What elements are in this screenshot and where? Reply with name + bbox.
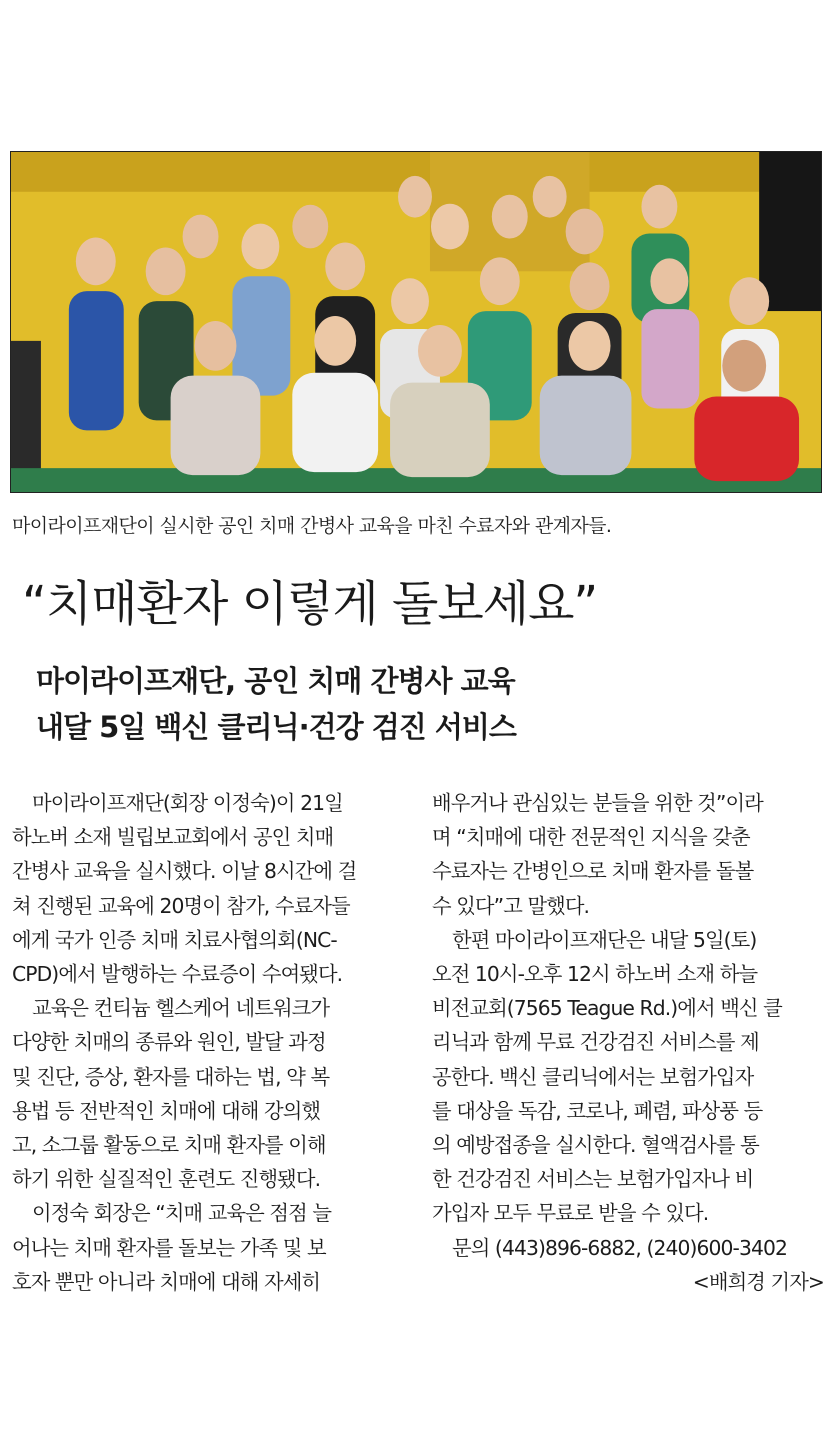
- text-line: 한 건강검진 서비스는 보험가입자나 비: [432, 1167, 754, 1192]
- text-line: 및 진단, 증상, 환자를 대하는 법, 약 복: [12, 1064, 330, 1089]
- text-line: 리닉과 함께 무료 건강검진 서비스를 제: [432, 1030, 759, 1055]
- text-line: 오전 10시-오후 12시 하노버 소재 하늘: [432, 962, 758, 987]
- text-line: 에게 국가 인증 치매 치료사협의회(NC-: [12, 927, 337, 952]
- group-photo: [10, 151, 822, 493]
- text-line: 비전교회(7565 Teague Rd.)에서 백신 클: [432, 996, 782, 1021]
- byline: <배희경 기자>: [692, 1269, 824, 1294]
- text-line: 가입자 모두 무료로 받을 수 있다.: [432, 1201, 709, 1226]
- text-line: 이정숙 회장은 “치매 교육은 점점 늘: [32, 1201, 332, 1226]
- text-line: CPD)에서 발행하는 수료증이 수여됐다.: [12, 962, 343, 987]
- text-line: 다양한 치매의 종류와 원인, 발달 과정: [12, 1030, 326, 1055]
- subheadline-1: 마이라이프재단, 공인 치매 간병사 교육: [36, 664, 515, 698]
- headline: “치매환자 이렇게 돌보세요”: [22, 576, 598, 632]
- article-column-right: [432, 786, 824, 1299]
- text-line: 하기 위한 실질적인 훈련도 진행됐다.: [12, 1167, 321, 1192]
- text-line: 쳐 진행된 교육에 20명이 참가, 수료자들: [12, 893, 350, 918]
- subheadline-2: 내달 5일 백신 클리닉·건강 검진 서비스: [36, 710, 516, 744]
- text-line: 하노버 소재 빌립보교회에서 공인 치매: [12, 825, 334, 850]
- text-line: 용법 등 전반적인 치매에 대해 강의했: [12, 1098, 321, 1123]
- text-line: 간병사 교육을 실시했다. 이날 8시간에 걸: [12, 859, 357, 884]
- text-line: 마이라이프재단(회장 이정숙)이 21일: [32, 791, 343, 815]
- group-photo-icon: [11, 152, 821, 492]
- text-line: 호자 뿐만 아니라 치매에 대해 자세히: [12, 1269, 321, 1294]
- text-line: 수 있다”고 말했다.: [432, 893, 590, 918]
- text-line: 며 “치매에 대한 전문적인 지식을 갖춘: [432, 825, 750, 850]
- text-line: 를 대상을 독감, 코로나, 폐렴, 파상풍 등: [432, 1098, 763, 1123]
- article-column-left: [12, 786, 404, 1299]
- text-line: 공한다. 백신 클리닉에서는 보험가입자: [432, 1064, 754, 1089]
- text-line: 고, 소그룹 활동으로 치매 환자를 이해: [12, 1133, 326, 1158]
- photo-caption: 마이라이프재단이 실시한 공인 치매 간병사 교육을 마친 수료자와 관계자들.: [12, 515, 612, 537]
- text-line: 의 예방접종을 실시한다. 혈액검사를 통: [432, 1133, 759, 1158]
- text-line: 수료자는 간병인으로 치매 환자를 돌볼: [432, 859, 754, 884]
- text-line: 한편 마이라이프재단은 내달 5일(토): [452, 927, 757, 952]
- contact-line: 문의 (443)896-6882, (240)600-3402: [452, 1235, 787, 1260]
- text-line: 어나는 치매 환자를 돌보는 가족 및 보: [12, 1235, 326, 1260]
- text-line: 배우거나 관심있는 분들을 위한 것”이라: [432, 791, 763, 815]
- text-line: 교육은 컨티늄 헬스케어 네트워크가: [32, 996, 330, 1021]
